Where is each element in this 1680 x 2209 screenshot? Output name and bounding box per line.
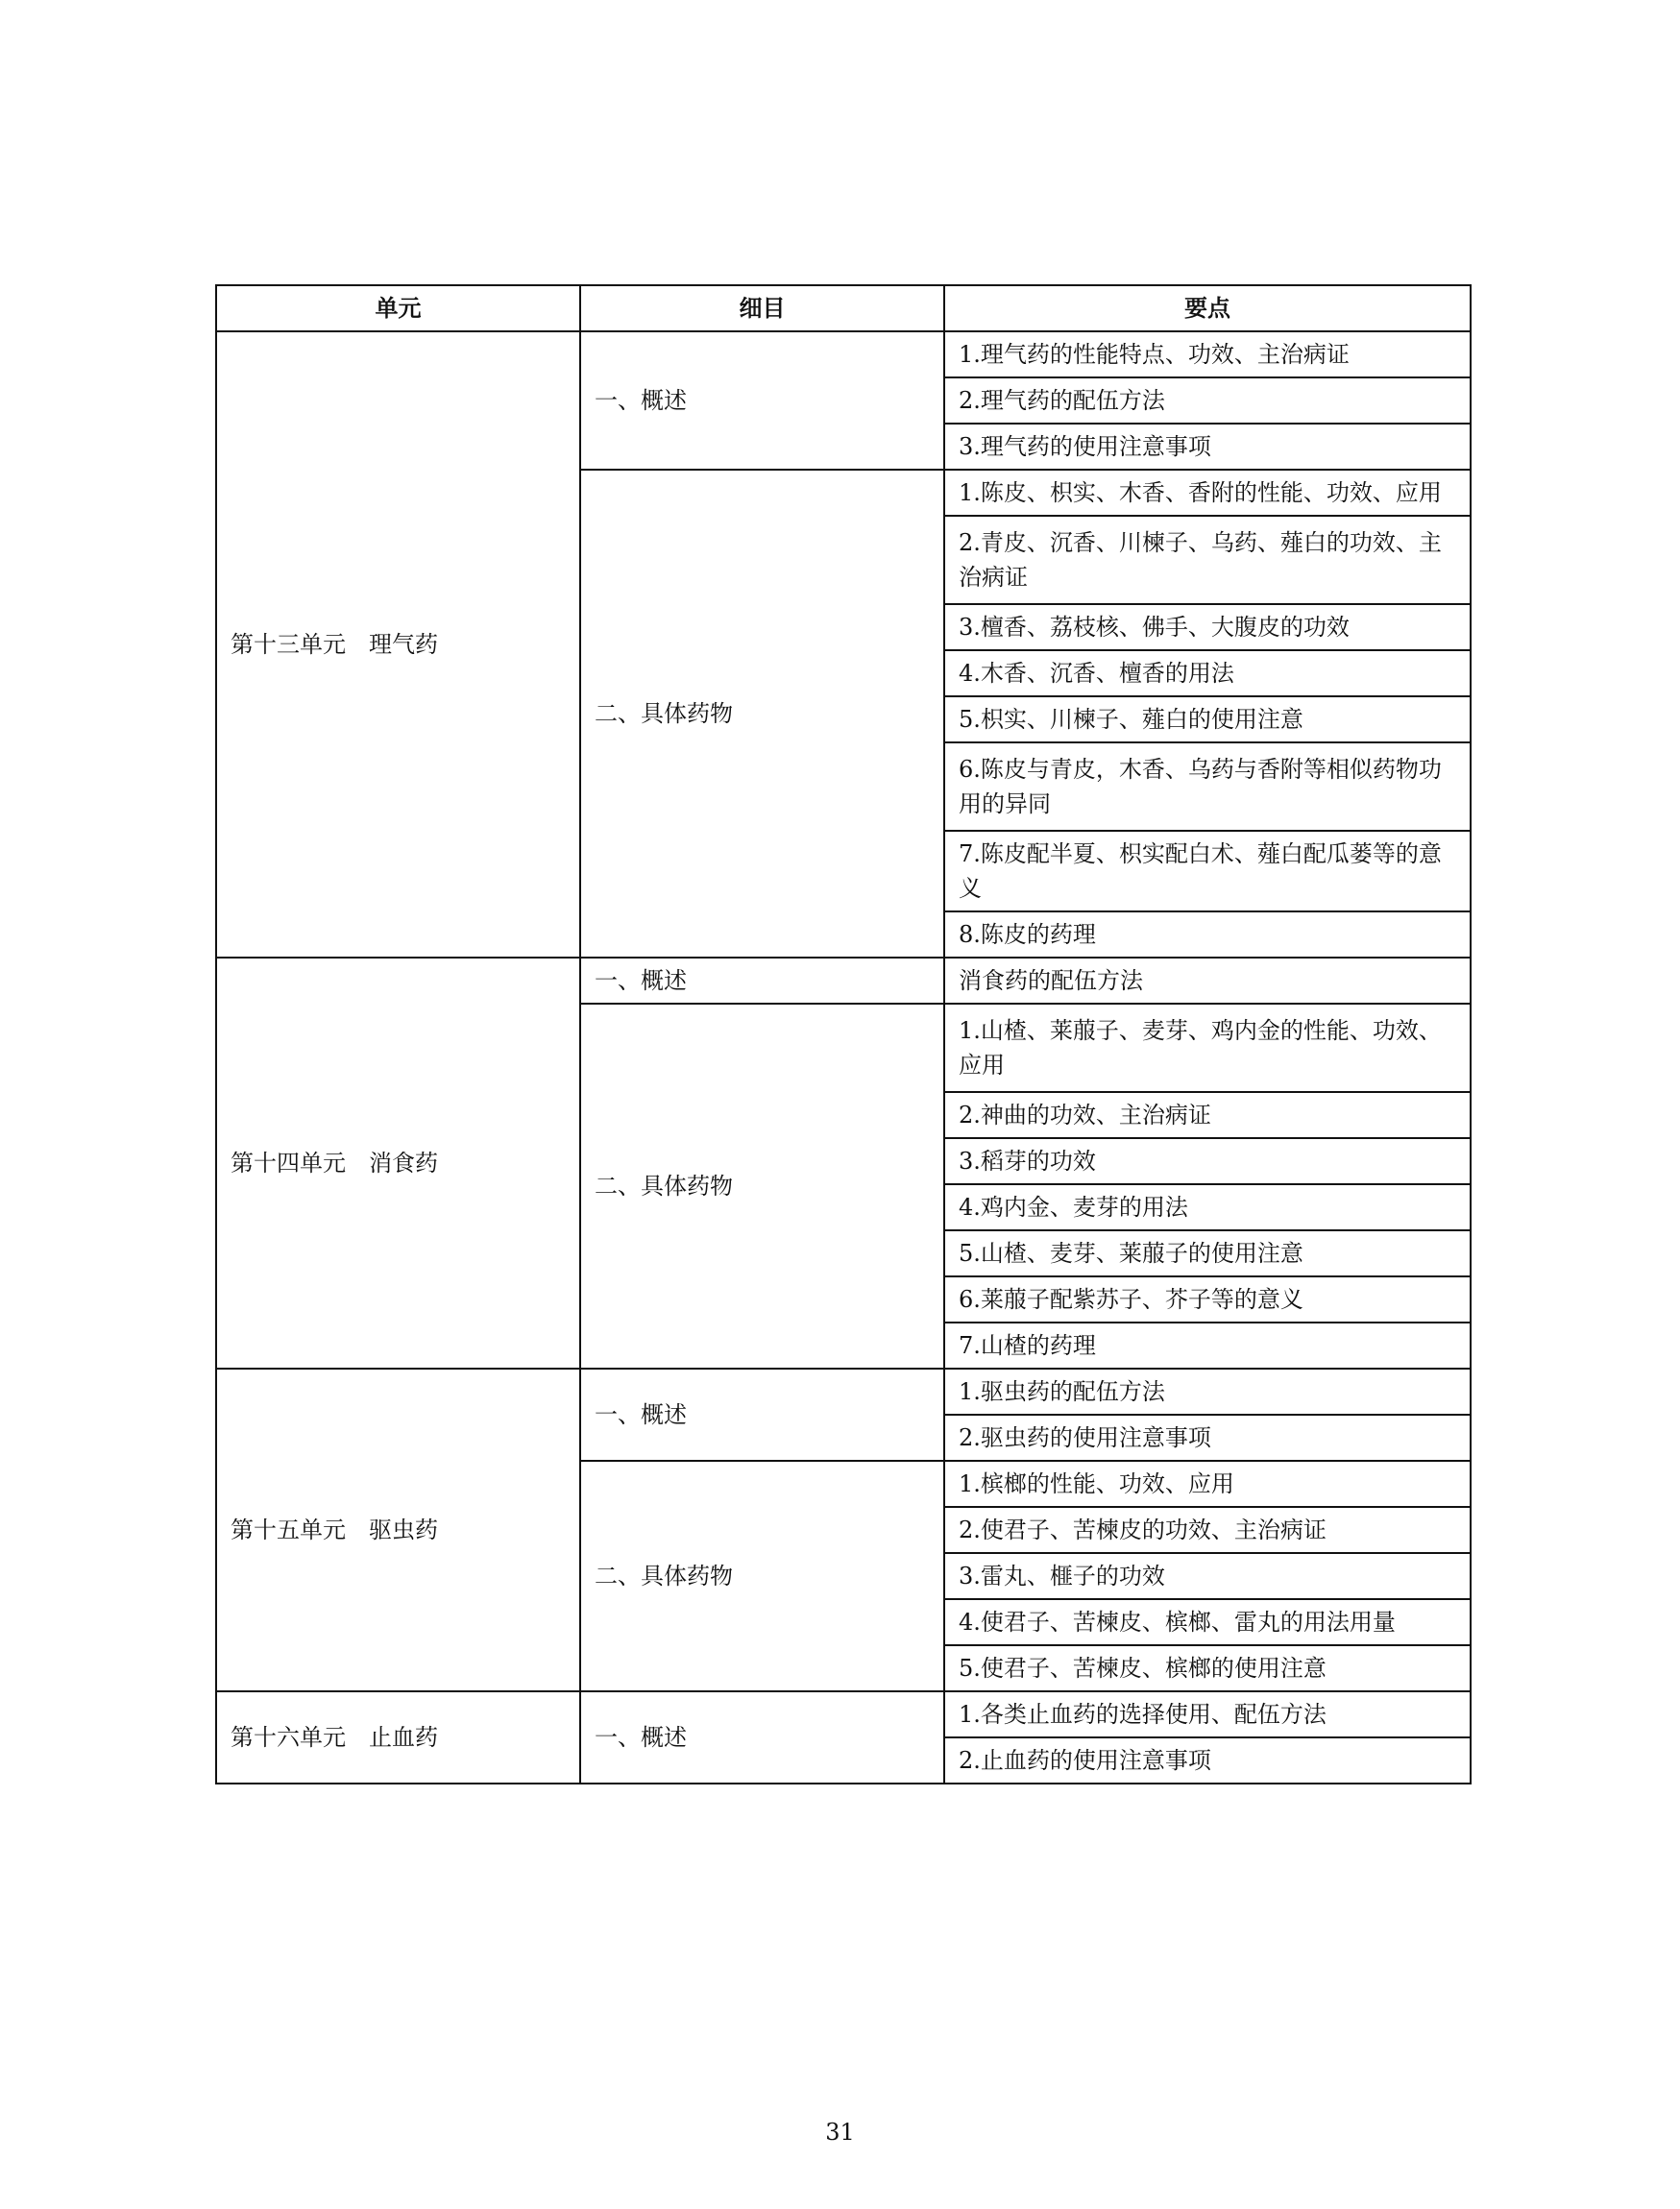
point-cell: 4.鸡内金、麦芽的用法 [944,1184,1471,1230]
page-number: 31 [825,2119,855,2146]
table-body [216,331,1471,1784]
point-cell: 3.理气药的使用注意事项 [944,424,1471,470]
point-cell: 5.枳实、川楝子、薤白的使用注意 [944,696,1471,742]
point-cell: 1.各类止血药的选择使用、配伍方法 [944,1691,1471,1737]
point-cell: 5.使君子、苦楝皮、槟榔的使用注意 [944,1645,1471,1691]
point-cell: 3.稻芽的功效 [944,1138,1471,1184]
point-cell: 7.陈皮配半夏、枳实配白术、薤白配瓜蒌等的意义 [944,831,1471,911]
item-cell: 二、具体药物 [580,470,944,958]
item-cell: 一、概述 [580,1369,944,1461]
point-cell: 2.理气药的配伍方法 [944,377,1471,424]
point-cell: 1.理气药的性能特点、功效、主治病证 [944,331,1471,377]
unit-cell: 第十四单元 消食药 [216,958,580,1369]
point-cell: 消食药的配伍方法 [944,958,1471,1004]
point-cell: 6.莱菔子配紫苏子、芥子等的意义 [944,1276,1471,1323]
point-cell: 1.山楂、莱菔子、麦芽、鸡内金的性能、功效、应用 [944,1004,1471,1092]
point-cell: 5.山楂、麦芽、莱菔子的使用注意 [944,1230,1471,1276]
point-cell: 6.陈皮与青皮，木香、乌药与香附等相似药物功用的异同 [944,742,1471,831]
point-cell: 7.山楂的药理 [944,1323,1471,1369]
syllabus-table [215,284,1472,1784]
point-cell: 3.檀香、荔枝核、佛手、大腹皮的功效 [944,604,1471,650]
unit-cell: 第十六单元 止血药 [216,1691,580,1784]
point-cell: 2.使君子、苦楝皮的功效、主治病证 [944,1507,1471,1553]
point-cell: 4.木香、沉香、檀香的用法 [944,650,1471,696]
header-item: 细目 [580,285,944,331]
item-cell: 一、概述 [580,331,944,470]
header-point: 要点 [944,285,1471,331]
header-unit: 单元 [216,285,580,331]
point-cell: 3.雷丸、榧子的功效 [944,1553,1471,1599]
point-cell: 1.槟榔的性能、功效、应用 [944,1461,1471,1507]
table-row [216,331,1471,377]
table-row [216,958,1471,1004]
point-cell: 1.陈皮、枳实、木香、香附的性能、功效、应用 [944,470,1471,516]
point-cell: 2.止血药的使用注意事项 [944,1737,1471,1784]
point-cell: 2.青皮、沉香、川楝子、乌药、薤白的功效、主治病证 [944,516,1471,604]
item-cell: 一、概述 [580,958,944,1004]
point-cell: 8.陈皮的药理 [944,911,1471,958]
point-cell: 2.驱虫药的使用注意事项 [944,1415,1471,1461]
point-cell: 2.神曲的功效、主治病证 [944,1092,1471,1138]
unit-cell: 第十三单元 理气药 [216,331,580,958]
item-cell: 二、具体药物 [580,1004,944,1369]
unit-cell: 第十五单元 驱虫药 [216,1369,580,1691]
item-cell: 一、概述 [580,1691,944,1784]
item-cell: 二、具体药物 [580,1461,944,1691]
point-cell: 1.驱虫药的配伍方法 [944,1369,1471,1415]
table-row [216,1691,1471,1737]
point-cell: 4.使君子、苦楝皮、槟榔、雷丸的用法用量 [944,1599,1471,1645]
table-row [216,1369,1471,1415]
header-row [216,285,1471,331]
